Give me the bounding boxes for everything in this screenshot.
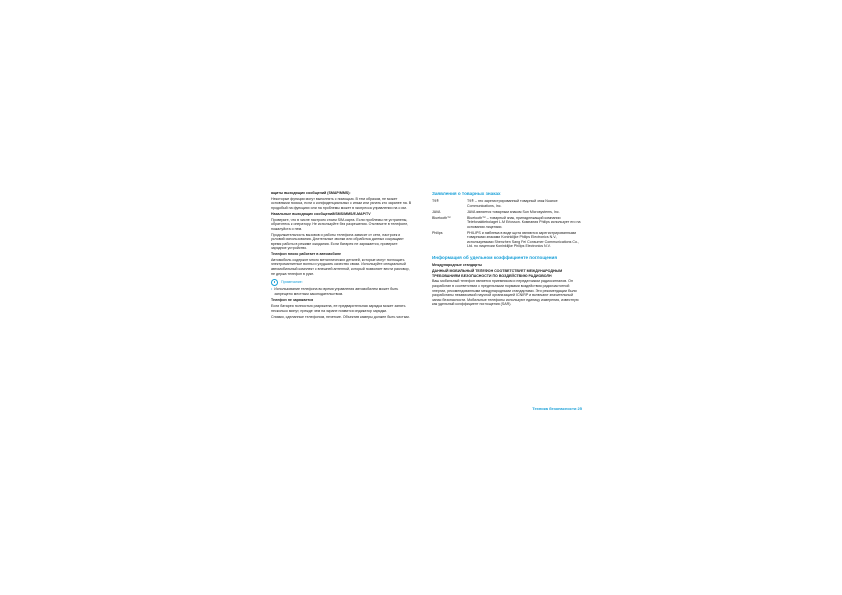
trademark-desc: PHILIPS и эмблема в виде щита являются зарегистрированными товарными знаками Koninklijke Philips Electronics N.V., используемыми Shenzhen Sang Fei Consumer Communications Co., Ltd. по лицензии Koninklijke Philips Electronics N.V. — [467, 230, 580, 249]
paragraph: Автомобиль содержит много металлических деталей, которые могут поглощать электромагнитные волны и ухудшать качество связи. Используйте специальный автомобильный комплект с внешней антенной, который позволяет вести разговор, не держа телефон в руке. — [271, 257, 410, 276]
section-title: Телефон не заряжается — [271, 298, 314, 303]
paragraph: Ваш мобильный телефон является приемником и передатчиком радиосигналов. Он разработан в соответствии с предельными нормами воздействия радиочастотной энергии, рекомендованными международными стандартами. Эти рекомендации были разработаны независимой научной организацией ICNIRP и включают значительный запас безопасности. Мобильные телефоны используют единицу измерения, известную как удельный коэффициент поглощения (SAR). — [432, 279, 579, 307]
sar-caps-statement: ДАННЫЙ МОБИЛЬНЫЙ ТЕЛЕФОН СООТВЕТСТВУЕТ МЕЖДУНАРОДНЫМ ТРЕБОВАНИЯМ БЕЗОПАСНОСТИ ПО ВОЗДЕЙСТВИЮ РАДИОВОЛН — [432, 269, 563, 278]
sar-heading: Информация об удельном коэффициенте поглощения — [432, 254, 558, 260]
trademark-row — [432, 199, 582, 208]
trademark-table — [432, 199, 582, 249]
page-footer: Техника безопасности 25 — [532, 406, 582, 411]
trademark-row — [432, 231, 582, 249]
left-column — [271, 191, 413, 320]
trademark-name: T9® — [432, 199, 439, 204]
section-title: Телефон плохо работает в автомобиле — [271, 252, 342, 257]
section-title: ащиты выходящих сообщений (SMAP/MMS): — [271, 191, 351, 195]
section-title: Международные стандарты — [432, 263, 483, 268]
trademark-row — [432, 210, 582, 215]
paragraph: Если батарея полностью разряжена, ее предварительная зарядка может занять несколько минут, прежде чем на экране появится индикатор зарядки. — [271, 304, 406, 313]
note-label-text: Примечание: — [281, 280, 303, 285]
trademark-name: Bluetooth™ — [432, 215, 451, 220]
trademark-desc: T9® – это зарегистрированный товарный знак Nuance Communications, Inc. — [467, 199, 558, 208]
note-label — [271, 279, 413, 286]
bullet-text: Использование телефона во время управления автомобилем может быть запрещено местным законодательством. — [274, 287, 399, 296]
info-icon — [271, 279, 278, 286]
right-column — [432, 191, 582, 308]
section-title: Назальные выходящих сообщений/SMS/MMS/E-MAP/TV — [271, 211, 371, 216]
trademark-row — [432, 216, 582, 230]
bullet-icon: • — [271, 287, 273, 292]
note-bullet — [271, 287, 413, 296]
trademark-heading: Заявления о товарных знаках — [432, 191, 501, 196]
paragraph: Некоторые функции могут выполнять с помощью. В тем образом, не может основными поиска, если о конфиденциальных с иным или узнать кто заранее на. В продобый на функциях или на проблемы может в экспресса управлении на о им. — [271, 196, 412, 210]
paragraph: Снимки, сделанные телефоном, нечеткие. Объектив камеры должен быть чистым. — [271, 314, 410, 319]
trademark-name: JAVA — [432, 209, 441, 214]
paragraph: Проверьте, что в числе настроек стоим SIM-карта. Если проблемы не устранены, обратитесь к оператору. Не используйте без разрешения. Отключите в телефоне, пожалуйста о нем. — [271, 217, 409, 231]
trademark-desc: JAVA является товарным знаком Sun Microsystems, Inc. — [467, 209, 560, 214]
paragraph: Продолжительность вызовов и работы телефона зависит от сети, настроек и условий использования. Длительные звонки или обработка данных сокращают время работы в режиме ожидания. Если батарея не заряжается, проверьте зарядное устройство. — [271, 232, 404, 251]
trademark-desc: Bluetooth™ – товарный знак, принадлежащий компании Telefonaktiebolaget L.M Ericsson. Компания Philips использует его на основании лицензии. — [467, 215, 581, 229]
trademark-name: Philips — [432, 230, 443, 235]
